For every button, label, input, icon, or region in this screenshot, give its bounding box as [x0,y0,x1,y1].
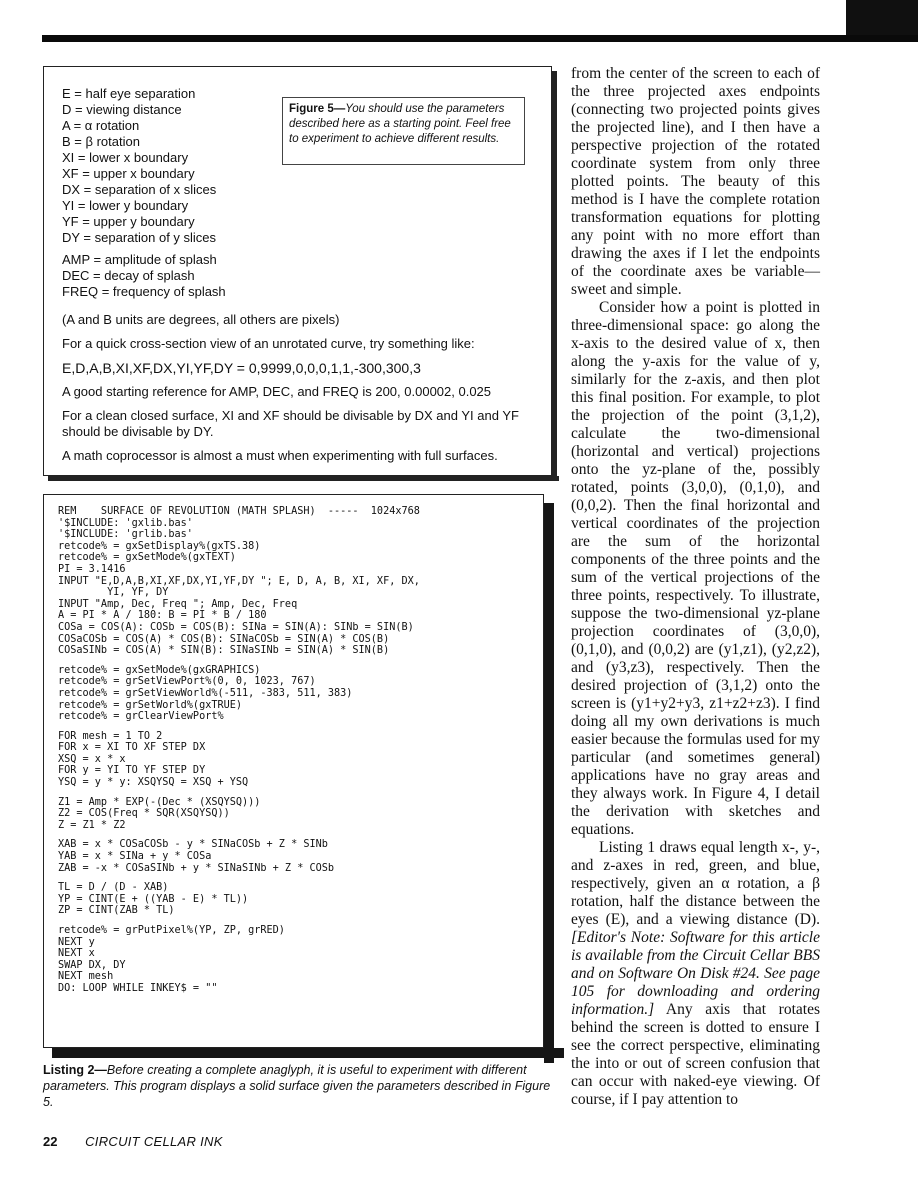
note-cross-section: For a quick cross-section view of an unrotated curve, try something like: [62,336,475,351]
listing2-caption-text: Before creating a complete anaglyph, it is useful to experiment with different parameters. This program displays a solid surface given the parameters described in Figure 5. [43,1063,551,1109]
figure5-definitions [62,86,292,300]
note-coprocessor: A math coprocessor is almost a must when experimenting with full surfaces. [62,448,498,463]
page-footer [43,1134,223,1149]
figure5-caption [282,97,525,165]
code-block-splash: Z1 = Amp * EXP(-(Dec * (XSQYSQ))) Z2 = COS(Freq * SQR(XSQYSQ)) Z = Z1 * Z2 [58,796,261,831]
splash-definition: FREQ = frequency of splash [62,284,226,299]
listing2-shadow-right [544,503,554,1063]
splash-definition: DEC = decay of splash [62,268,195,283]
definition-line: YI = lower y boundary [62,198,189,213]
figure5-shadow-right [552,71,557,481]
listing1-tail: Any axis that rotates behind the screen is dotted to ensure I see the correct perspective, eliminating the into or out of screen confusion that can occur with naked-eye viewing. Of course, if I pay attention to [571,1001,820,1108]
editors-note: [Editor's Note: Software for this article is available from the Circuit Cellar BBS and on Software On Disk #24. See page 105 for downloading and ordering information.] [571,929,820,1018]
figure5-notes [62,312,532,472]
code-block-perspective: TL = D / (D - XAB) YP = CINT(E + ((YAB - E) * TL)) ZP = CINT(ZAB * TL) [58,882,249,917]
body-paragraph: from the center of the screen to each of the three projected axes endpoints (connecting two projected points gives the projected line), and I then have a perspective projection of the rotated coordinate system from only three plotted points. The beauty of this method is I have the complete rotation transformation equations for plotting any point with no more effort than drawing the axes if I let the endpoints of the coordinate axes be variable—sweet and simple. [571,65,820,298]
magazine-name: CIRCUIT CELLAR INK [85,1134,223,1149]
definition-line: DY = separation of y slices [62,230,217,245]
listing2-caption-label: Listing 2— [43,1063,107,1077]
listing1-text: Listing 1 draws equal length x-, y-, and z-axes in red, green, and blue, respectively, given an α rotation, a β rotation, half the distance between the eyes (E), and a viewing distance (D). [571,839,820,928]
figure5-caption-label: Figure 5— [289,103,346,115]
definition-line: YF = upper y boundary [62,214,195,229]
note-closed-surface: For a clean closed surface, XI and XF should be divisable by DX and YI and YF should be divisable by DY. [62,408,519,439]
body-paragraph: Consider how a point is plotted in three-dimensional space: go along the x-axis to the desired value of x, then along the y-axis for the value of y, similarly for the z-axis, and then plot this final position. For example, to plot the projection of the point (3,1,2), calculate the two-dimensional (horizontal and vertical) projections onto the yz-plane of the, possibly rotated, points (3,0,0), (0,1,0), and (0,0,2). Then the final horizontal and vertical coordinates of the projection are the sum of the horizontal components of the three points and the sum of the vertical projections of the three points, respectively. To illustrate, suppose the two-dimensional yz-plane projection coordinates of (3,0,0), (0,1,0), and (0,0,2) are (y1,z1), (y2,z2), and (y3,z3), respectively. Then the desired projection of (3,1,2) onto the screen is (y1+y2+y3, z1+z2+z3). I find doing all my own derivations is much easier because the formulas used for my particular (and sometimes general) applications have no gray areas and they always work. In Figure 4, I detail the derivation with sketches and equations. [571,299,820,838]
note-starting-reference: A good starting reference for AMP, DEC, and FREQ is 200, 0.00002, 0.025 [62,384,492,399]
note-units: (A and B units are degrees, all others are pixels) [62,312,340,327]
body-paragraph-listing1 [571,839,820,1109]
definition-line: A = α rotation [62,118,140,133]
code-block-graphics: retcode% = gxSetMode%(gxGRAPHICS) retcode% = grSetViewPort%(0, 0, 1023, 767) retcode% = grSetViewWorld%(-511, -383, 511, 383) retcode% = grSetWorld%(gxTRUE) retcode% = grClearViewPort% [58,664,353,723]
body-column [571,65,820,1109]
note-example-values: E,D,A,B,XI,XF,DX,YI,YF,DY = 0,9999,0,0,0,1,1,-300,300,3 [62,360,421,376]
splash-definition: AMP = amplitude of splash [62,252,217,267]
code-block-rotation: XAB = x * COSaCOSb - y * SINaCOSb + Z * SINb YAB = x * SINa + y * COSa ZAB = -x * COSaSINb + y * SINaSINb + Z * COSb [58,839,335,874]
definition-line: E = half eye separation [62,86,196,101]
figure5-caption-text: You should use the parameters described here as a starting point. Feel free to experiment to achieve different results. [289,103,511,145]
code-block-plot: retcode% = grPutPixel%(YP, ZP, grRED) NEXT y NEXT x SWAP DX, DY NEXT mesh DO: LOOP WHILE INKEY$ = "" [58,925,285,994]
definition-line: XF = upper x boundary [62,166,195,181]
listing2-code [58,506,538,995]
definition-line: DX = separation of x slices [62,182,217,197]
listing2-shadow-bottom [52,1048,564,1058]
definition-line: XI = lower x boundary [62,150,189,165]
listing2-caption [43,1062,555,1110]
top-rule [42,35,918,42]
code-block-loops: FOR mesh = 1 TO 2 FOR x = XI TO XF STEP DX XSQ = x * x FOR y = YI TO YF STEP DY YSQ = y * y: XSQYSQ = XSQ + YSQ [58,730,249,789]
definition-line: B = β rotation [62,134,140,149]
definition-line: D = viewing distance [62,102,182,117]
page-number: 22 [43,1134,58,1149]
code-block-setup: REM SURFACE OF REVOLUTION (MATH SPLASH) ----- 1024x768 '$INCLUDE: 'gxlib.bas' '$INCLUDE: 'grlib.bas' retcode% = gxSetDisplay%(gxTS.38) retcode% = gxSetMode%(gxTEXT) PI = 3.1416 INPUT "E,D,A,B,XI,XF,DX,YI,YF,DY "; E, D, A, B, XI, XF, DX, YI, YF, DY INPUT "Amp, Dec, Freq "; Amp, Dec, Freq A = PI * A / 180: B = PI * B / 180 COSa = COS(A): COSb = COS(B): SINa = SIN(A): SINb = SIN(B) COSaCOSb = COS(A) * COS(B): SINaCOSb = SIN(A) * COS(B) COSaSINb = COS(A) * SIN(B): SINaSINb = SIN(A) * SIN(B) [58,506,420,657]
corner-scan-mark [846,0,918,40]
figure5-shadow-bottom [48,476,559,481]
